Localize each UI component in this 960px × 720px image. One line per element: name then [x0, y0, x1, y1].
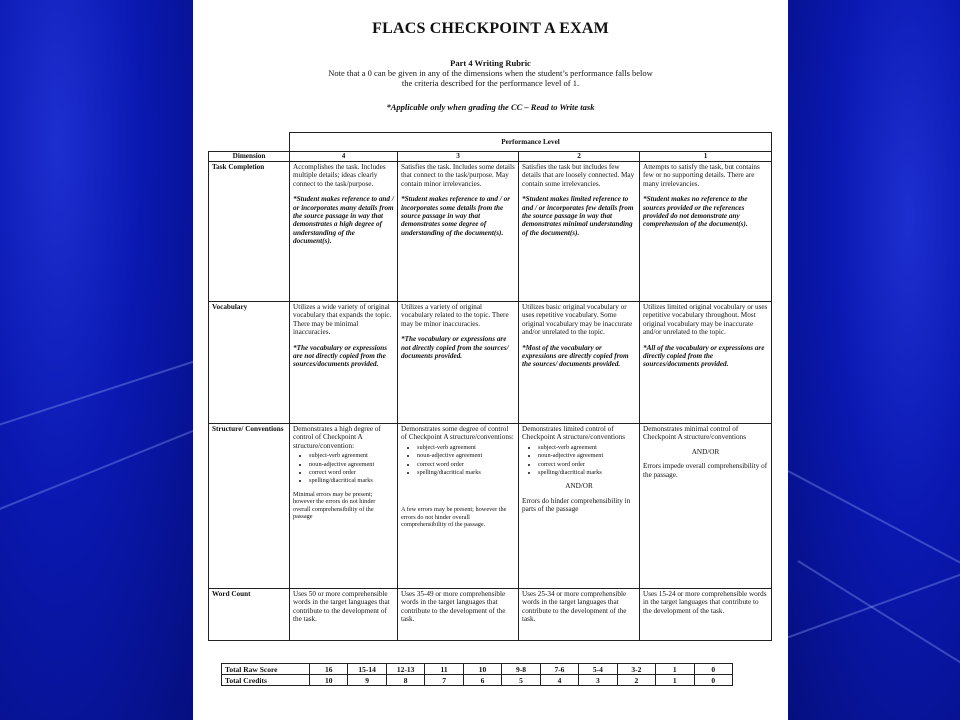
rubric-cell: Utilizes a wide variety of original vocabulary that expands the topic. There may be minimal inaccuracies. *The vocabulary or expressions are not directly copied from the sources/documents provided. [290, 302, 398, 424]
score-cell: 3-2 [617, 664, 655, 675]
score-cell: 10 [463, 664, 501, 675]
rubric-cell: Utilizes basic original vocabulary or uses repetitive vocabulary. Some original vocabulary may be inaccurate and/or unrelated to the topic. *Most of the vocabulary or expressions are directly copied from the sources/ documents provided. [519, 302, 640, 424]
rubric-cell: Demonstrates limited control of Checkpoint A structure/conventions • subject-verb agreement • noun-adjective agreement • correct word order • spelling/diacritical marks AND/OR Errors do hinder comprehensibility in parts of the passage [519, 424, 640, 589]
level-2-header: 2 [519, 152, 640, 162]
score-conversion-table [221, 663, 733, 686]
score-cell: 9 [348, 675, 386, 686]
page-title: FLACS CHECKPOINT A EXAM [372, 20, 609, 37]
background-right-panel [788, 0, 960, 720]
rubric-cell: Uses 35-49 or more comprehensible words in the target languages that contribute to the development of the task. [398, 589, 519, 641]
rubric-subtitle: Part 4 Writing Rubric [450, 58, 531, 68]
rubric-cell: Accomplishes the task. Includes multiple details; ideas clearly connect to the task/purpose. *Student makes reference to and / or incorporates many details from the source passage in way that demonstrates a high degree of understanding of the document(s). [290, 162, 398, 302]
dimension-vocabulary: Vocabulary [209, 302, 290, 424]
score-cell: 0 [694, 675, 732, 686]
rubric-cell: Utilizes a variety of original vocabulary related to the topic. There may be minor inaccuracies. *The vocabulary or expressions are not directly copied from the sources/ documents provided. [398, 302, 519, 424]
level-3-header: 3 [398, 152, 519, 162]
table-row [209, 302, 772, 424]
score-cell: 0 [694, 664, 732, 675]
background-left-panel [0, 0, 193, 720]
note-line-2: the criteria described for the performance level of 1. [401, 78, 580, 88]
table-row [222, 664, 733, 675]
score-cell: 4 [540, 675, 578, 686]
rubric-cell: Satisfies the task. Includes some details that connect to the task/purpose. May contain minor irrelevancies. *Student makes reference to and / or incorporates some details from the source passage in way that demonstrates some degree of understanding of the document(s). [398, 162, 519, 302]
score-cell: 15-14 [348, 664, 386, 675]
score-cell: 9-8 [502, 664, 540, 675]
score-cell: 5-4 [579, 664, 617, 675]
score-cell: 3 [579, 675, 617, 686]
rubric-cell: Uses 50 or more comprehensible words in the target languages that contribute to the development of the task. [290, 589, 398, 641]
score-cell: 2 [617, 675, 655, 686]
raw-score-label: Total Raw Score [222, 664, 310, 675]
score-cell: 10 [310, 675, 348, 686]
score-cell: 5 [502, 675, 540, 686]
applicable-note: *Applicable only when grading the CC – Read to Write task [386, 102, 595, 112]
score-cell: 1 [656, 675, 694, 686]
dimension-task-completion: Task Completion [209, 162, 290, 302]
rubric-cell: Attempts to satisfy the task, but contains few or no supporting details. There are many irrelevancies. *Student makes no reference to the sources provided or the references provided do not demonstrate any comprehension of the document(s). [640, 162, 772, 302]
document-page [193, 0, 788, 720]
score-cell: 11 [425, 664, 463, 675]
dimension-word-count: Word Count [209, 589, 290, 641]
level-1-header: 1 [640, 152, 772, 162]
score-cell: 6 [463, 675, 501, 686]
performance-level-header: Performance Level [290, 133, 772, 152]
rubric-cell: Satisfies the task but includes few details that are loosely connected. May contain some irrelevancies. *Student makes limited reference to and / or incorporates few details from the source passage in way that demonstrates minimal understanding of the document(s). [519, 162, 640, 302]
table-row [222, 675, 733, 686]
rubric-table [208, 132, 772, 641]
rubric-cell: Uses 25-34 or more comprehensible words in the target languages that contribute to the development of the task. [519, 589, 640, 641]
score-cell: 16 [310, 664, 348, 675]
dimension-structure: Structure/ Conventions [209, 424, 290, 589]
level-4-header: 4 [290, 152, 398, 162]
note-line-1: Note that a 0 can be given in any of the dimensions when the student’s performance falls below [328, 68, 653, 78]
credits-label: Total Credits [222, 675, 310, 686]
dimension-header: Dimension [209, 152, 290, 162]
table-row [209, 589, 772, 641]
score-cell: 12-13 [386, 664, 424, 675]
rubric-cell: Utilizes limited original vocabulary or uses repetitive vocabulary throughout. Most original vocabulary may be inaccurate and/or unrelated to the topic. *All of the vocabulary or expressions are directly copied from the sources/documents provided. [640, 302, 772, 424]
score-cell: 7-6 [540, 664, 578, 675]
table-row [209, 162, 772, 302]
rubric-cell: Uses 15-24 or more comprehensible words in the target languages that contribute to the development of the task. [640, 589, 772, 641]
rubric-cell: Demonstrates minimal control of Checkpoint A structure/conventions AND/OR Errors impede overall comprehensibility of the passage. [640, 424, 772, 589]
table-row [209, 424, 772, 589]
rubric-cell: Demonstrates a high degree of control of Checkpoint A structure/convention: • subject-verb agreement • noun-adjective agreement • correct word order • spelling/diacritical marks Minimal errors may be present; however the errors do not hinder overall comprehensibility of the passage [290, 424, 398, 589]
rubric-cell: Demonstrates some degree of control of Checkpoint A structure/conventions: • subject-verb agreement • noun-adjective agreement • correct word order • spelling/diacritical marks A few errors may be present; however the errors do not hinder overall comprehensibility of the passage. [398, 424, 519, 589]
score-cell: 1 [656, 664, 694, 675]
score-cell: 7 [425, 675, 463, 686]
score-cell: 8 [386, 675, 424, 686]
